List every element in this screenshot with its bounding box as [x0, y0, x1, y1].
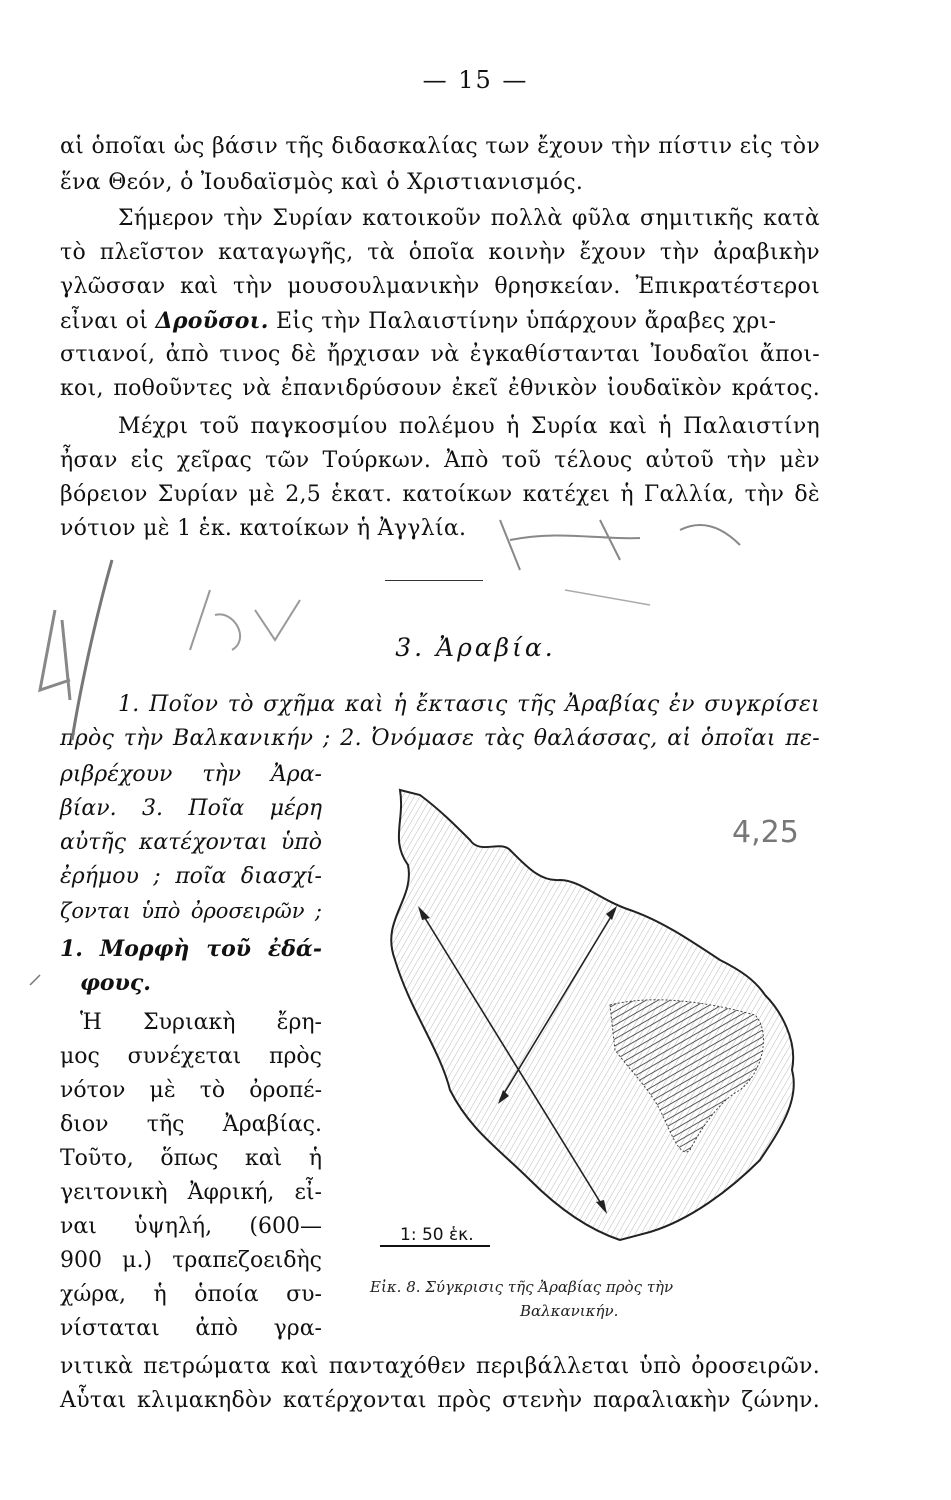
text-line: κοι, ποθοῦντες νὰ ἐπανιδρύσουν ἐκεῖ ἐθνικὸν ἰουδαϊκὸν κράτος. [60, 376, 820, 401]
text-line: μος συνέχεται πρὸς [60, 1044, 322, 1069]
text-line: ἕνα Θεόν, ὁ Ἰουδαϊσμὸς καὶ ὁ Χριστιανισμός. [60, 170, 584, 195]
text-line: αἱ ὁποῖαι ὡς βάσιν τῆς διδασκαλίας των ἔχουν τὴν πίστιν εἰς τὸν [60, 134, 820, 159]
text-line: νότιον μὲ 1 ἑκ. κατοίκων ἡ Ἀγγλία. [60, 516, 467, 541]
text-line: στιανοί, ἀπὸ τινος δὲ ἤρχισαν νὰ ἐγκαθίστανται Ἰουδαῖοι ἄποι- [60, 342, 820, 367]
text-line: Ἡ Συριακὴ ἔρη- [80, 1010, 322, 1035]
druze-term: Δροῦσοι. [155, 308, 269, 334]
question-line: ζονται ὑπὸ ὀροσειρῶν ; [60, 899, 322, 923]
question-line: βίαν. 3. Ποῖα μέρη [60, 796, 322, 821]
text-line: ναι ὑψηλή, (600— [60, 1214, 322, 1239]
text-line: Τοῦτο, ὅπως καὶ ἡ [60, 1146, 322, 1171]
text-fragment: εἶναι οἱ [60, 309, 149, 334]
figure-caption: Εἰκ. 8. Σύγκρισις τῆς Ἀραβίας πρὸς τὴν [370, 1278, 674, 1296]
page-number: — 15 — [422, 66, 529, 94]
text-line: γλῶσσαν καὶ τὴν μουσουλμανικὴν θρησκείαν. Ἐπικρατέστεροι [60, 274, 820, 299]
subheading: φους. [80, 970, 151, 996]
text-line: 900 μ.) τραπεζοειδὴς [60, 1248, 322, 1273]
text-line: τὸ πλεῖστον καταγωγῆς, τὰ ὁποῖα κοινὴν ἔχουν τὴν ἀραβικὴν [60, 240, 820, 265]
question-line: πρὸς τὴν Βαλκανικήν ; 2. Ὀνόμασε τὰς θαλάσσας, αἱ ὁποῖαι πε- [60, 726, 820, 751]
subheading: 1. Μορφὴ τοῦ ἐδά- [60, 936, 322, 962]
pencil-stroke [500, 520, 740, 570]
scale-label: 1: 50 ἑκ. [400, 1225, 474, 1245]
question-line: αὐτῆς κατέχονται ὑπὸ [60, 830, 322, 855]
pencil-stroke [190, 590, 300, 650]
handwritten-number: 4,25 [732, 815, 799, 850]
pencil-tick [30, 975, 40, 985]
text-line: Μέχρι τοῦ παγκοσμίου πολέμου ἡ Συρία καὶ ἡ Παλαιστίνη [118, 414, 820, 439]
text-line: Σήμερον τὴν Συρίαν κατοικοῦν πολλὰ φῦλα σημιτικῆς κατὰ [118, 206, 820, 231]
figure-caption: Βαλκανικήν. [520, 1302, 619, 1320]
question-line: 1. Ποῖον τὸ σχῆμα καὶ ἡ ἔκτασις τῆς Ἀραβίας ἐν συγκρίσει [118, 692, 820, 717]
section-heading: 3. Ἀραβία. [395, 633, 556, 662]
text-line: νότον μὲ τὸ ὀροπέ- [60, 1078, 322, 1103]
text-line: διον τῆς Ἀραβίας. [60, 1112, 322, 1137]
text-line: γειτονικὴ Ἀφρική, εἶ- [60, 1180, 322, 1205]
pencil-stroke [565, 590, 650, 605]
text-line: χώρα, ἡ ὁποία συ- [60, 1282, 322, 1307]
question-line: ριβρέχουν τὴν Ἀρα- [60, 762, 322, 787]
pencil-stroke [40, 610, 70, 700]
question-line: ἐρήμου ; ποῖα διασχί- [60, 864, 322, 889]
text-line: ἦσαν εἰς χεῖρας τῶν Τούρκων. Ἀπὸ τοῦ τέλους αὐτοῦ τὴν μὲν [60, 448, 820, 473]
text-line: νιτικὰ πετρώματα καὶ πανταχόθεν περιβάλλεται ὑπὸ ὀροσειρῶν. [60, 1354, 820, 1379]
text-line: βόρειον Συρίαν μὲ 2,5 ἑκατ. κατοίκων κατέχει ἡ Γαλλία, τὴν δὲ [60, 482, 820, 507]
pencil-stroke [72, 560, 112, 740]
text-line: νίσταται ἀπὸ γρα- [60, 1316, 322, 1341]
text-fragment: Εἰς τὴν Παλαιστίνην ὑπάρχουν ἄραβες χρι- [276, 309, 777, 334]
text-line: Αὗται κλιμακηδὸν κατέρχονται πρὸς στενὴν παραλιακὴν ζώνην. [60, 1388, 820, 1413]
